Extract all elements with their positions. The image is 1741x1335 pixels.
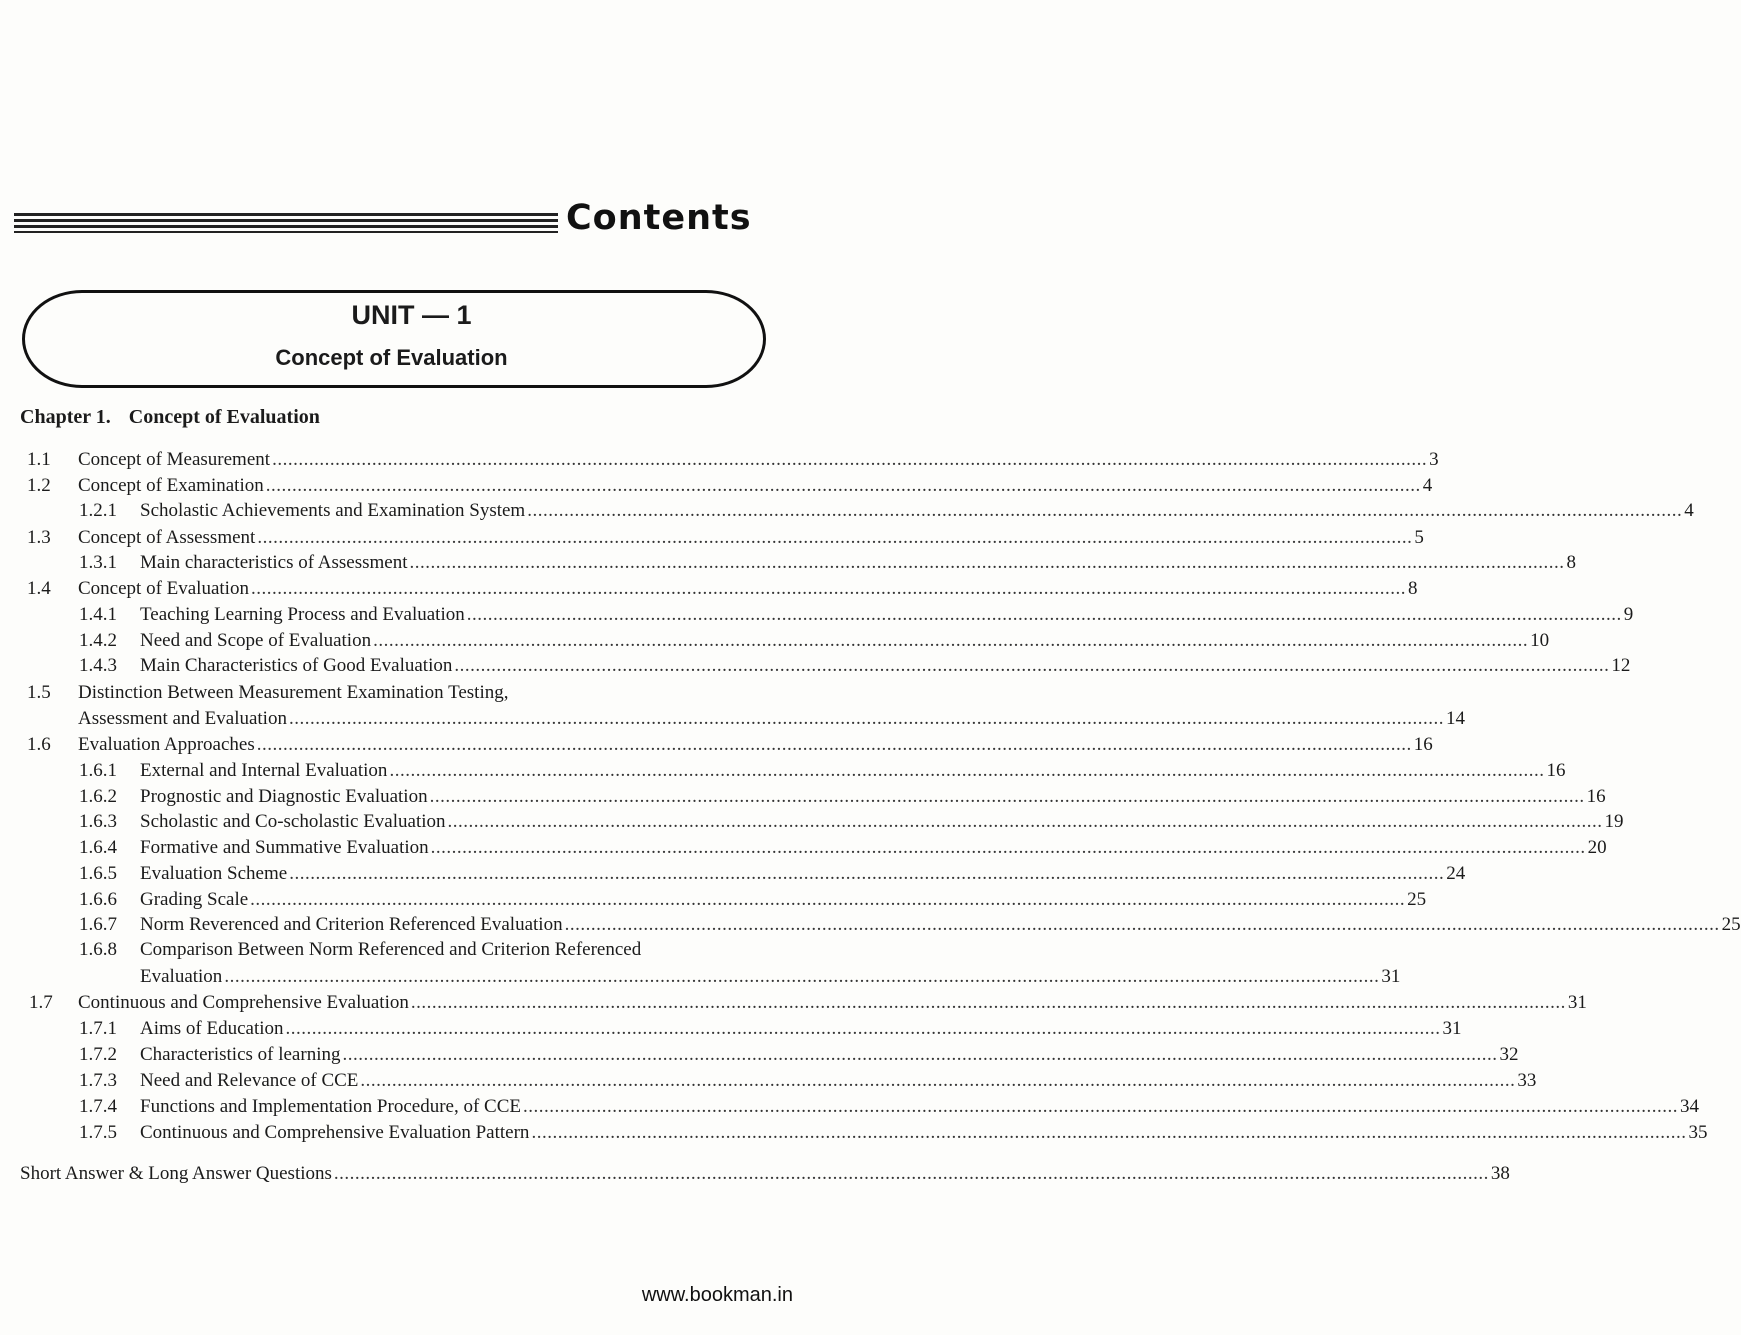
toc-number: 1.4 xyxy=(27,578,51,599)
toc-entry[interactable] xyxy=(79,759,1566,783)
dot-leader: ............................................................................................................................................................................................................................ xyxy=(250,578,1406,599)
dot-leader: ............................................................................................................................................................................................................................ xyxy=(373,630,1529,651)
toc-page: 20 xyxy=(1587,837,1607,858)
toc-number: 1.6.6 xyxy=(79,889,117,910)
questions-entry[interactable] xyxy=(20,1162,1510,1186)
toc-title: Main characteristics of Assessment xyxy=(140,552,408,573)
toc-title: Concept of Examination xyxy=(78,475,264,496)
footer-website[interactable]: www.bookman.in xyxy=(641,1284,793,1306)
toc-entry[interactable] xyxy=(27,448,1439,472)
toc-title: Concept of Evaluation xyxy=(78,578,249,599)
toc-entry[interactable] xyxy=(79,913,1741,937)
toc-title: Grading Scale xyxy=(140,889,249,910)
chapter-label: Chapter 1. xyxy=(20,406,111,428)
dot-leader: ............................................................................................................................................................................................................................ xyxy=(224,966,1380,987)
dot-leader: ............................................................................................................................................................................................................................ xyxy=(430,837,1586,858)
toc-page: 4 xyxy=(1422,475,1433,496)
toc-title: Concept of Assessment xyxy=(78,527,256,548)
toc-entry[interactable] xyxy=(79,551,1577,575)
toc-title: Evaluation Approaches xyxy=(78,734,255,755)
toc-title: Evaluation xyxy=(140,966,223,987)
toc-entry[interactable] xyxy=(79,836,1607,860)
toc-page: 31 xyxy=(1442,1018,1462,1039)
toc-number: 1.4.2 xyxy=(79,630,117,651)
toc-page: 25 xyxy=(1407,889,1427,910)
toc-page: 8 xyxy=(1566,552,1577,573)
toc-entry[interactable] xyxy=(27,577,1418,601)
toc-title: Continuous and Comprehensive Evaluation Pattern xyxy=(140,1122,530,1143)
toc-page: 24 xyxy=(1446,863,1466,884)
toc-number: 1.1 xyxy=(27,449,51,470)
toc-entry[interactable] xyxy=(79,1017,1462,1041)
toc-number: 1.6.3 xyxy=(79,811,117,832)
dot-leader: ............................................................................................................................................................................................................................ xyxy=(409,552,1565,573)
toc-page: 38 xyxy=(1490,1163,1510,1184)
toc-title: Concept of Measurement xyxy=(78,449,271,470)
toc-number: 1.4.3 xyxy=(79,655,117,676)
dot-leader: ............................................................................................................................................................................................................................ xyxy=(285,1018,1441,1039)
toc-entry[interactable] xyxy=(29,991,1587,1015)
toc-number: 1.3 xyxy=(27,527,51,548)
toc-entry[interactable] xyxy=(79,654,1631,678)
unit-title: UNIT — 1 xyxy=(351,300,472,330)
dot-leader: ............................................................................................................................................................................................................................ xyxy=(522,1096,1678,1117)
toc-title: Short Answer & Long Answer Questions xyxy=(20,1163,332,1184)
dot-leader: ............................................................................................................................................................................................................................ xyxy=(531,1122,1687,1143)
toc-number: 1.2.1 xyxy=(79,500,117,521)
dot-leader: ............................................................................................................................................................................................................................ xyxy=(342,1044,1498,1065)
dot-leader: ............................................................................................................................................................................................................................ xyxy=(250,889,1406,910)
toc-page: 8 xyxy=(1407,578,1418,599)
toc-number: 1.6.7 xyxy=(79,914,117,935)
toc-entry[interactable] xyxy=(79,1069,1537,1093)
toc-number: 1.6.2 xyxy=(79,786,117,807)
dot-leader: ............................................................................................................................................................................................................................ xyxy=(265,475,1421,496)
toc-title: Need and Scope of Evaluation xyxy=(140,630,372,651)
toc-number: 1.5 xyxy=(27,682,51,703)
toc-title: Prognostic and Diagnostic Evaluation xyxy=(140,786,428,807)
toc-page: 3 xyxy=(1429,449,1439,470)
toc-number: 1.7.5 xyxy=(79,1122,117,1143)
toc-page: 33 xyxy=(1517,1070,1537,1091)
dot-leader: ............................................................................................................................................................................................................................ xyxy=(429,786,1585,807)
toc-page: 34 xyxy=(1679,1096,1699,1117)
toc-number: 1.7 xyxy=(29,992,53,1013)
toc-number: 1.2 xyxy=(27,475,51,496)
toc-entry[interactable] xyxy=(79,1121,1708,1145)
toc-title: Continuous and Comprehensive Evaluation xyxy=(78,992,409,1013)
toc-page: 35 xyxy=(1688,1122,1708,1143)
toc-page: 32 xyxy=(1499,1044,1519,1065)
toc-page: 4 xyxy=(1684,500,1694,521)
toc-number: 1.4.1 xyxy=(79,604,117,625)
toc-title: Evaluation Scheme xyxy=(140,863,288,884)
toc-title: Scholastic Achievements and Examination System xyxy=(140,500,526,521)
toc-entry[interactable] xyxy=(79,785,1606,809)
toc-entry[interactable] xyxy=(27,526,1424,550)
toc-number: 1.6.8 xyxy=(79,939,117,960)
toc-number: 1.6.4 xyxy=(79,837,117,858)
toc-entry[interactable] xyxy=(79,810,1624,834)
toc-entry[interactable] xyxy=(27,707,1465,731)
toc-page: 14 xyxy=(1445,708,1465,729)
dot-leader: ............................................................................................................................................................................................................................ xyxy=(564,914,1720,935)
toc-number: 1.6 xyxy=(27,734,51,755)
toc-page: 9 xyxy=(1623,604,1634,625)
dot-leader: ............................................................................................................................................................................................................................ xyxy=(288,708,1444,729)
toc-entry[interactable] xyxy=(79,499,1694,523)
toc-title: Need and Relevance of CCE xyxy=(140,1070,359,1091)
toc-number: 1.7.2 xyxy=(79,1044,117,1065)
toc-title: Characteristics of learning xyxy=(140,1044,341,1065)
toc-title-line1: Comparison Between Norm Referenced and Criterion Referenced xyxy=(140,939,642,960)
toc-page: 31 xyxy=(1381,966,1401,987)
toc-title: Aims of Education xyxy=(140,1018,284,1039)
unit-subtitle: Concept of Evaluation xyxy=(275,345,508,370)
toc-title: Norm Reverenced and Criterion Referenced Evaluation xyxy=(140,914,563,935)
dot-leader: ............................................................................................................................................................................................................................ xyxy=(333,1163,1489,1184)
toc-page: 16 xyxy=(1546,760,1566,781)
toc-title-line1: Distinction Between Measurement Examination Testing, xyxy=(78,682,509,703)
toc-entry[interactable] xyxy=(27,733,1433,757)
toc-entry[interactable] xyxy=(79,862,1466,886)
toc-title: External and Internal Evaluation xyxy=(140,760,388,781)
dot-leader: ............................................................................................................................................................................................................................ xyxy=(389,760,1545,781)
dot-leader: ............................................................................................................................................................................................................................ xyxy=(410,992,1566,1013)
toc-page: 16 xyxy=(1586,786,1606,807)
toc-number: 1.7.4 xyxy=(79,1096,117,1117)
toc-entry[interactable] xyxy=(79,1095,1699,1119)
dot-leader: ............................................................................................................................................................................................................................ xyxy=(256,734,1412,755)
toc-page: 31 xyxy=(1567,992,1587,1013)
toc-number: 1.6.5 xyxy=(79,863,117,884)
toc-number: 1.7.3 xyxy=(79,1070,117,1091)
contents-title: Contents xyxy=(566,198,752,238)
chapter-title: Concept of Evaluation xyxy=(128,406,320,428)
header-rule-lines xyxy=(14,212,558,234)
toc-entry[interactable] xyxy=(79,1043,1519,1067)
toc-page: 19 xyxy=(1604,811,1624,832)
toc-page: 10 xyxy=(1530,630,1550,651)
toc-title: Formative and Summative Evaluation xyxy=(140,837,429,858)
toc-page: 25 xyxy=(1721,914,1741,935)
toc-entry[interactable] xyxy=(27,474,1433,498)
dot-leader: ............................................................................................................................................................................................................................ xyxy=(447,811,1603,832)
toc-page: 16 xyxy=(1413,734,1433,755)
toc-page: 12 xyxy=(1611,655,1631,676)
dot-leader: ............................................................................................................................................................................................................................ xyxy=(289,863,1445,884)
toc-title: Teaching Learning Process and Evaluation xyxy=(140,604,465,625)
toc-title: Scholastic and Co-scholastic Evaluation xyxy=(140,811,446,832)
chapter-heading xyxy=(20,406,320,429)
toc-number: 1.6.1 xyxy=(79,760,117,781)
toc-entry[interactable] xyxy=(79,965,1401,989)
dot-leader: ............................................................................................................................................................................................................................ xyxy=(272,449,1428,470)
toc-entry[interactable] xyxy=(79,629,1550,653)
toc-entry[interactable] xyxy=(79,603,1634,627)
toc-number: 1.3.1 xyxy=(79,552,117,573)
toc-number: 1.7.1 xyxy=(79,1018,117,1039)
dot-leader: ............................................................................................................................................................................................................................ xyxy=(466,604,1622,625)
dot-leader: ............................................................................................................................................................................................................................ xyxy=(257,527,1413,548)
toc-title: Assessment and Evaluation xyxy=(78,708,287,729)
toc-title: Functions and Implementation Procedure, of CCE xyxy=(140,1096,521,1117)
toc-page: 5 xyxy=(1414,527,1424,548)
toc-entry[interactable] xyxy=(79,888,1427,912)
dot-leader: ............................................................................................................................................................................................................................ xyxy=(360,1070,1516,1091)
toc-title: Main Characteristics of Good Evaluation xyxy=(140,655,453,676)
dot-leader: ............................................................................................................................................................................................................................ xyxy=(454,655,1610,676)
dot-leader: ............................................................................................................................................................................................................................ xyxy=(527,500,1683,521)
